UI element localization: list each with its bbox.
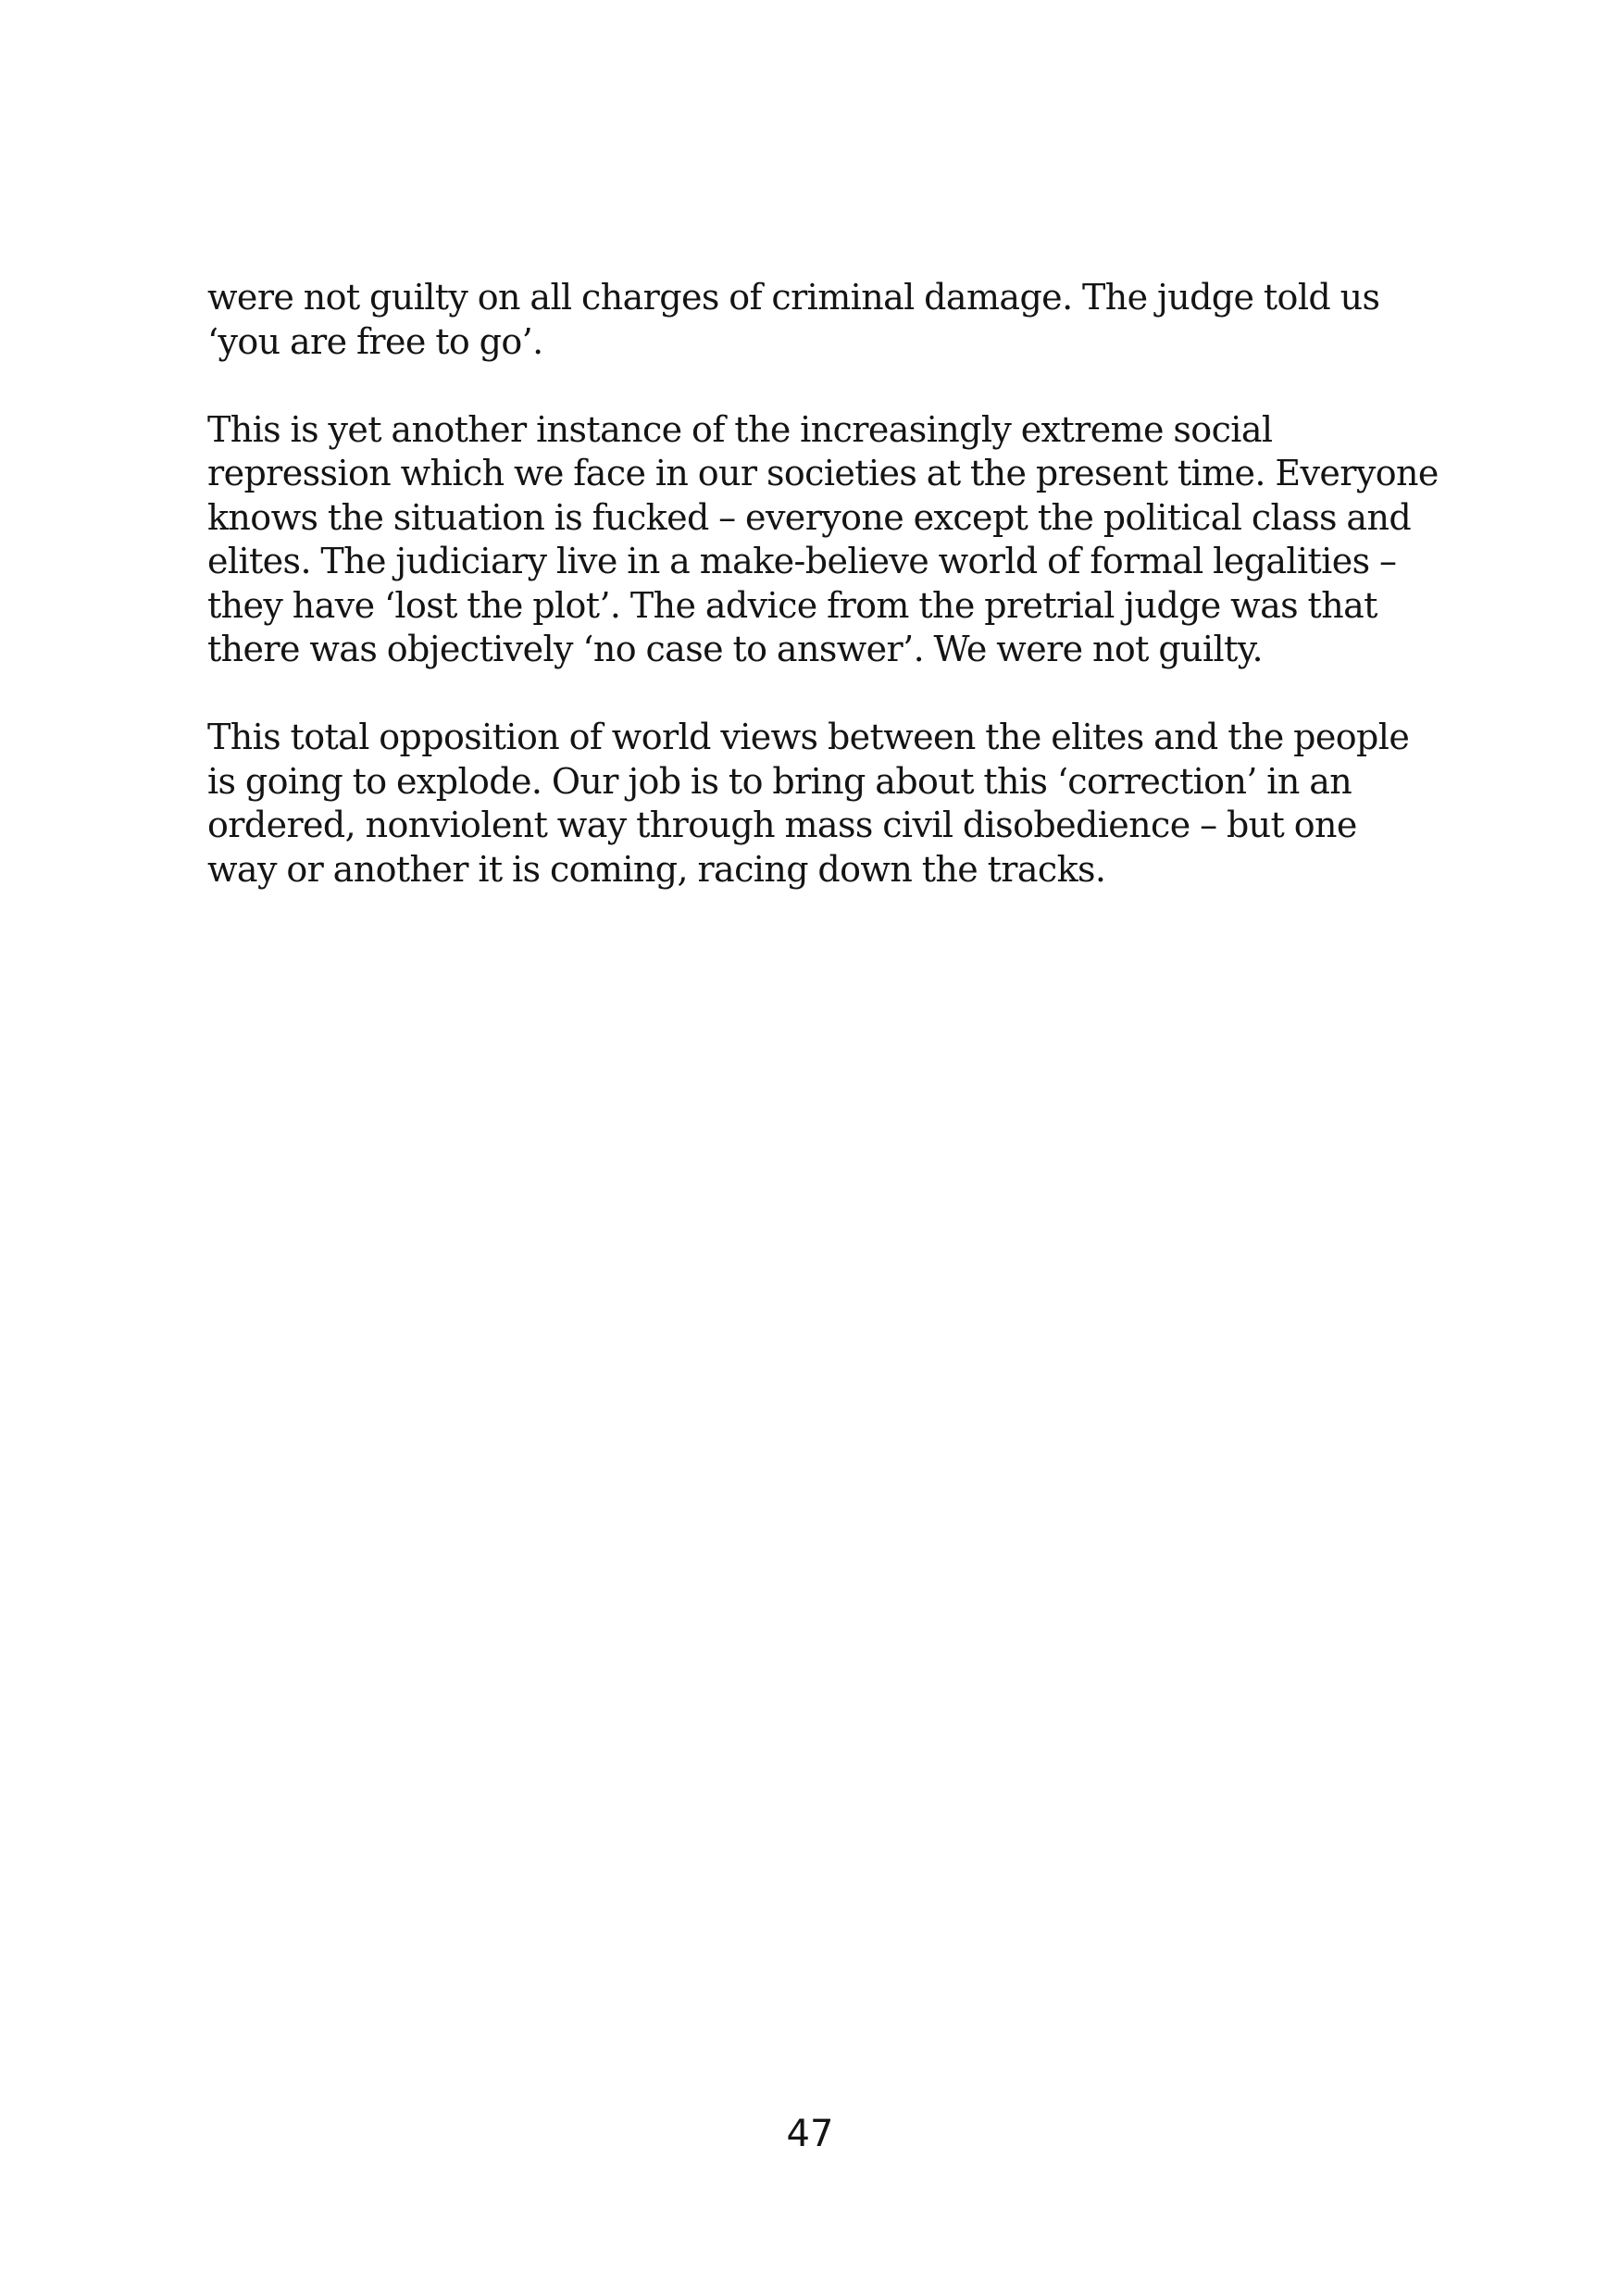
text-line: This is yet another instance of the increasingly extreme social [207, 408, 1273, 450]
text-line: were not guilty on all charges of criminal damage. The judge told us [207, 277, 1380, 318]
paragraph-2 [207, 408, 1439, 672]
text-line: elites. The judiciary live in a make-believe world of formal legalities – [207, 541, 1397, 581]
text-line: ordered, nonviolent way through mass civil disobedience – but one [207, 805, 1357, 845]
text-line: there was objectively ‘no case to answer’. We were not guilty. [207, 629, 1264, 669]
paragraph-3 [207, 716, 1439, 892]
text-line: ‘you are free to go’. [207, 320, 543, 362]
text-line: is going to explode. Our job is to bring about this ‘correction’ in an [207, 760, 1352, 802]
text-line: This total opposition of world views between the elites and the people [207, 717, 1410, 757]
text-line: way or another it is coming, racing down the tracks. [207, 848, 1106, 890]
text-line: repression which we face in our societies at the present time. Everyone [207, 453, 1439, 493]
text-line: they have ‘lost the plot’. The advice from the pretrial judge was that [207, 584, 1377, 626]
text-line: knows the situation is fucked – everyone except the political class and [207, 496, 1412, 538]
page-number: 47 [786, 2113, 834, 2155]
body-text [207, 276, 1439, 936]
paragraph-1 [207, 276, 1439, 364]
